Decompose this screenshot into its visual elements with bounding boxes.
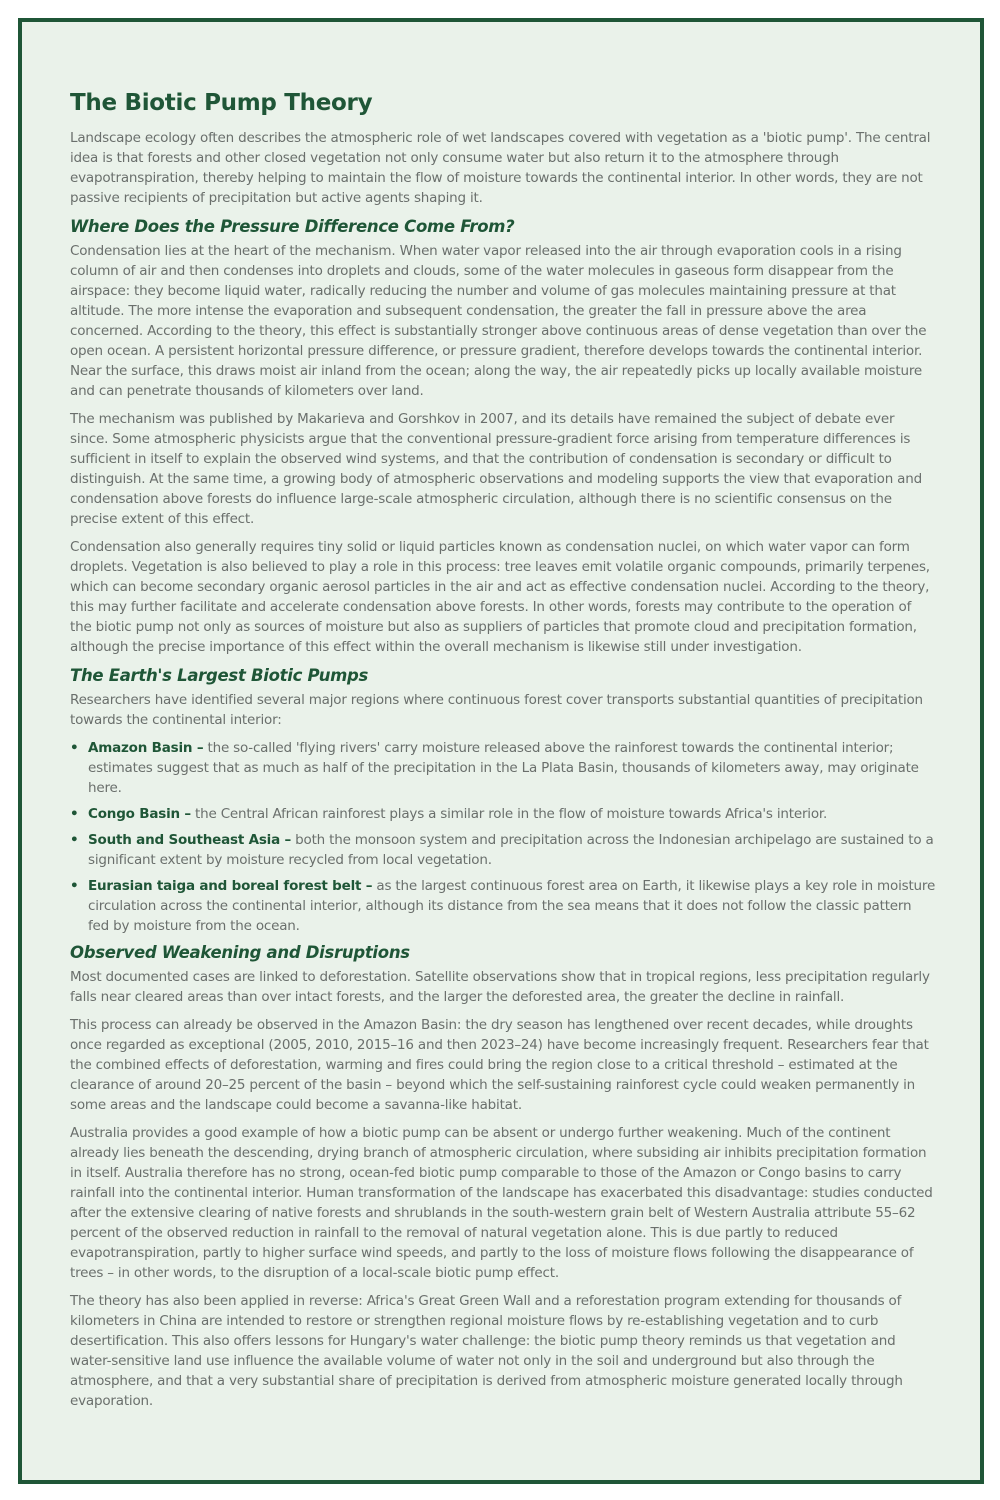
body-paragraph: Condensation also generally requires tiny solid or liquid particles known as condensation nuclei, on which water vapor can form droplets. Vegetation is also believed to play a role in this process: tree leaves emit volatile organic compounds, primarily terpenes, which can become secondary organic aerosol particles in the air and act as effective condensation nuclei. According to the theory, this may further facilitate and accelerate condensation above forests. In other words, forests may contribute to the operation of the biotic pump not only as sources of moisture but also as suppliers of particles that promote cloud and precipitation formation, although the precise importance of this effect within the overall mechanism is likewise still under investigation. bbox=[70, 539, 930, 655]
list-item bbox=[70, 876, 936, 936]
bullet-icon: • bbox=[70, 740, 79, 756]
section-heading-largest-pumps: The Earth's Largest Biotic Pumps bbox=[70, 666, 369, 685]
list-item-text: the Central African rainforest plays a similar role in the flow of moisture towards Africa's interior. bbox=[190, 806, 828, 822]
list-item-term: Amazon Basin – bbox=[88, 740, 204, 756]
bullet-icon: • bbox=[70, 878, 79, 894]
list-item bbox=[70, 830, 936, 870]
list-item-term: Congo Basin – bbox=[88, 806, 191, 822]
list-item-text: both the monsoon system and precipitation across the Indonesian archipelago are sustained to a significant extent by moisture recycled from local vegetation. bbox=[88, 832, 934, 868]
article bbox=[70, 88, 936, 1419]
body-paragraph: The mechanism was published by Makarieva and Gorshkov in 2007, and its details have remained the subject of debate ever since. Some atmospheric physicists argue that the conventional pressure-gradient force arising from temperature differences is sufficient in itself to explain the observed wind systems, and that the contribution of condensation is secondary or difficult to distinguish. At the same time, a growing body of atmospheric observations and modeling supports the view that evaporation and condensation above forests do influence large-scale atmospheric circulation, although there is no scientific consensus on the precise extent of this effect. bbox=[70, 411, 922, 527]
region-list bbox=[70, 738, 936, 936]
body-paragraph: Researchers have identified several major regions where continuous forest cover transports substantial quantities of precipitation towards the continental interior: bbox=[70, 692, 923, 728]
list-item-text: the so-called 'flying rivers' carry moisture released above the rainforest towards the continental interior; estimates suggest that as much as half of the precipitation in the La Plata Basin, thousands of kilometers away, may originate here. bbox=[88, 740, 919, 796]
list-item-term: South and Southeast Asia – bbox=[88, 832, 292, 848]
body-paragraph: Condensation lies at the heart of the mechanism. When water vapor released into the air through evaporation cools in a rising column of air and then condenses into droplets and clouds, some of the water molecules in gaseous form disappear from the airspace: they become liquid water, radically reducing the number and volume of gas molecules maintaining pressure at that altitude. The more intense the evaporation and subsequent condensation, the greater the fall in pressure above the area concerned. According to the theory, this effect is substantially stronger above continuous areas of dense vegetation than over the open ocean. A persistent horizontal pressure difference, or pressure gradient, therefore develops towards the continental interior. Near the surface, this draws moist air inland from the ocean; along the way, the air repeatedly picks up locally available moisture and can penetrate thousands of kilometers over land. bbox=[70, 243, 927, 399]
list-item bbox=[70, 804, 936, 824]
body-paragraph: Most documented cases are linked to deforestation. Satellite observations show that in tropical regions, less precipitation regularly falls near cleared areas than over intact forests, and the larger the deforested area, the greater the decline in rainfall. bbox=[70, 969, 930, 1005]
list-item-term: Eurasian taiga and boreal forest belt – bbox=[88, 878, 373, 894]
section-heading-pressure: Where Does the Pressure Difference Come From? bbox=[70, 217, 515, 236]
list-item bbox=[70, 738, 936, 798]
list-item-text: as the largest continuous forest area on Earth, it likewise plays a key role in moisture circulation across the continental interior, although its distance from the sea means that it does not follow the classic pattern fed by moisture from the ocean. bbox=[88, 878, 936, 934]
intro-paragraph: Landscape ecology often describes the atmospheric role of wet landscapes covered with vegetation as a 'biotic pump'. The central idea is that forests and other closed vegetation not only consume water but also return it to the atmosphere through evapotranspiration, thereby helping to maintain the flow of moisture towards the continental interior. In other words, they are not passive recipients of precipitation but active agents shaping it. bbox=[70, 130, 931, 206]
bullet-icon: • bbox=[70, 832, 79, 848]
body-paragraph: The theory has also been applied in reverse: Africa's Great Green Wall and a reforestation program extending for thousands of kilometers in China are intended to restore or strengthen regional moisture flows by re-establishing vegetation and to curb desertification. This also offers lessons for Hungary's water challenge: the biotic pump theory reminds us that vegetation and water-sensitive land use influence the available volume of water not only in the soil and underground but also through the atmosphere, and that a very substantial share of precipitation is derived from atmospheric moisture generated locally through evaporation. bbox=[70, 1293, 903, 1409]
body-paragraph: Australia provides a good example of how a biotic pump can be absent or undergo further weakening. Much of the continent already lies beneath the descending, drying branch of atmospheric circulation, where subsiding air inhibits precipitation formation in itself. Australia therefore has no strong, ocean-fed biotic pump comparable to those of the Amazon or Congo basins to carry rainfall into the continental interior. Human transformation of the landscape has exacerbated this disadvantage: studies conducted after the extensive clearing of native forests and shrublands in the south-western grain belt of Western Australia attribute 55–62 percent of the observed reduction in rainfall to the removal of natural vegetation alone. This is due partly to reduced evapotranspiration, partly to higher surface wind speeds, and partly to the loss of moisture flows following the disappearance of trees – in other words, to the disruption of a local-scale biotic pump effect. bbox=[70, 1125, 933, 1281]
body-paragraph: This process can already be observed in the Amazon Basin: the dry season has lengthened over recent decades, while droughts once regarded as exceptional (2005, 2010, 2015–16 and then 2023–24) have become increasingly frequent. Researchers fear that the combined effects of deforestation, warming and fires could bring the region close to a critical threshold – estimated at the clearance of around 20–25 percent of the basin – beyond which the self-sustaining rainforest cycle could weaken permanently in some areas and the landscape could become a savanna-like habitat. bbox=[70, 1017, 929, 1113]
bullet-icon: • bbox=[70, 806, 79, 822]
section-heading-weakening: Observed Weakening and Disruptions bbox=[70, 943, 410, 962]
page-title: The Biotic Pump Theory bbox=[70, 90, 373, 116]
page-frame bbox=[18, 18, 984, 1484]
